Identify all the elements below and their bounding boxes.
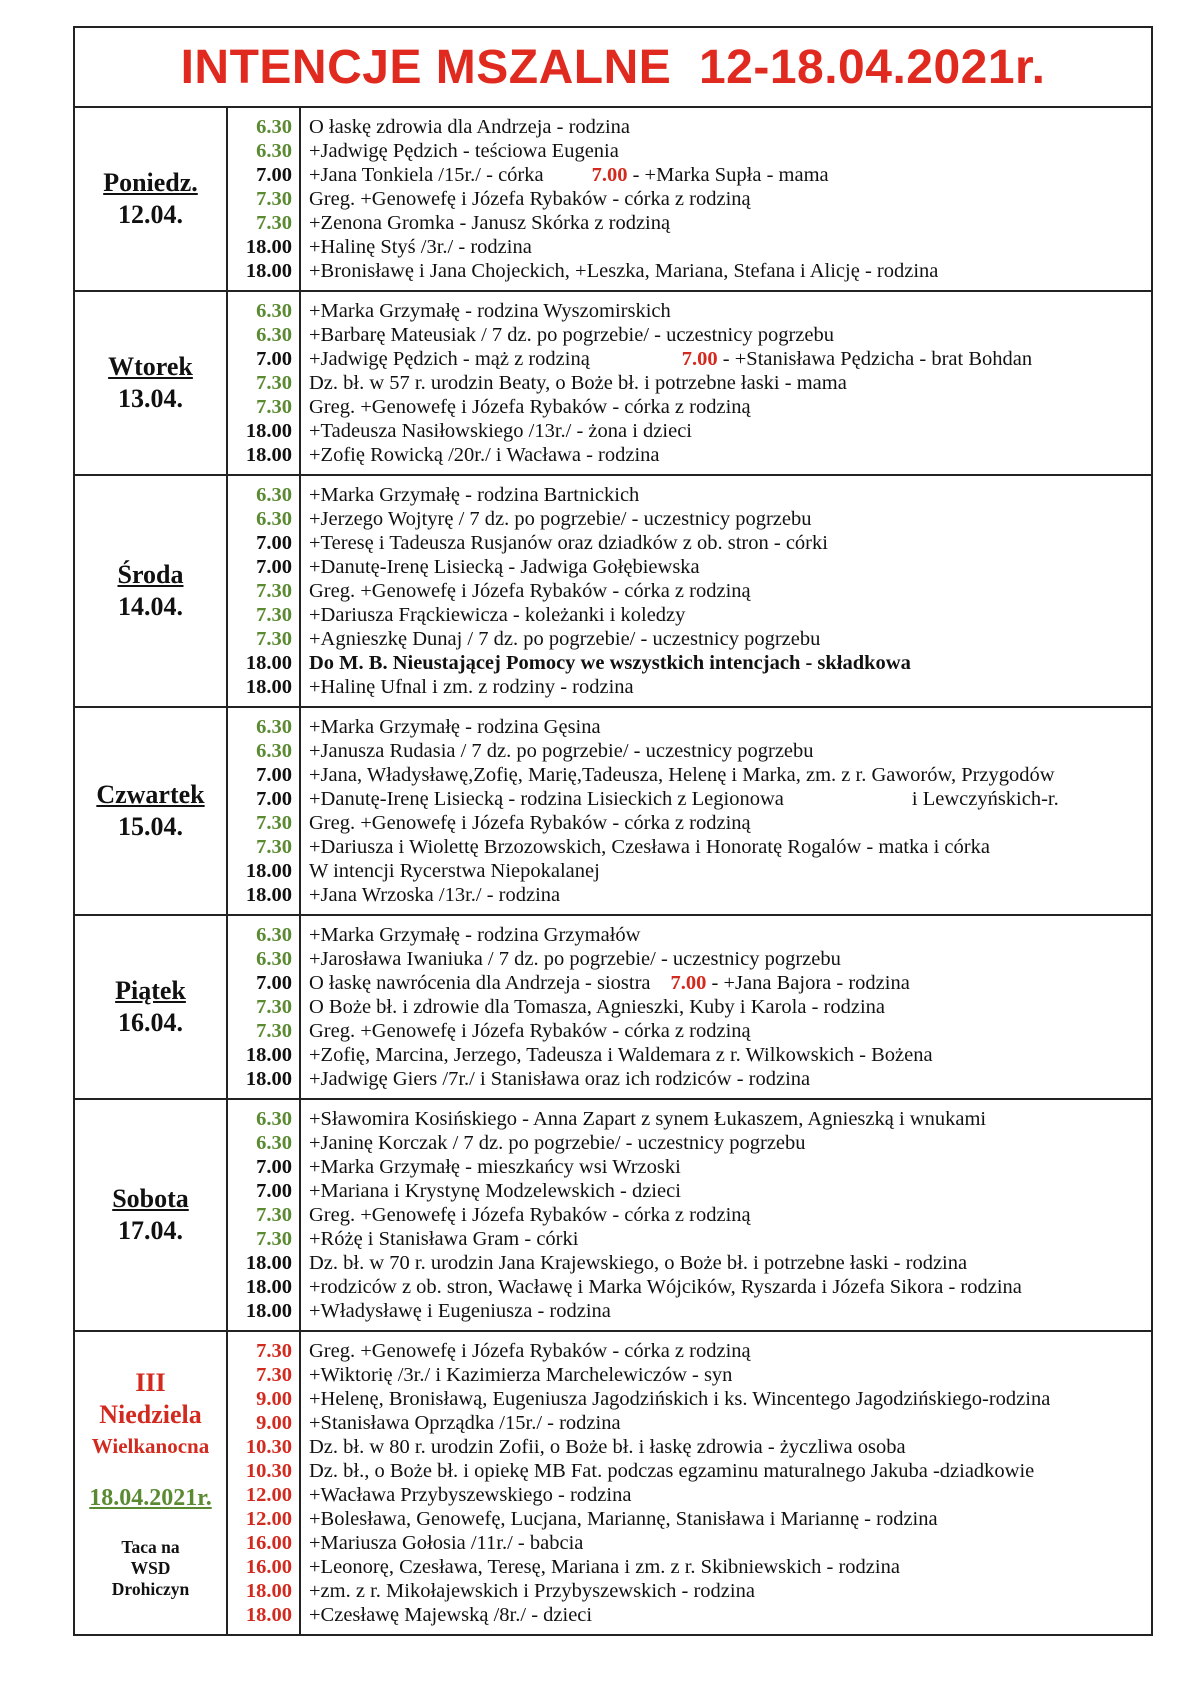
intention-text: Greg. +Genowefę i Józefa Rybaków - córka z rodziną (309, 812, 751, 834)
mass-time: 9.00 (256, 1412, 292, 1434)
day-row (74, 291, 1152, 475)
sunday-cell (74, 1331, 227, 1635)
mass-time: 7.30 (256, 1020, 292, 1042)
mass-time: 18.00 (245, 1252, 292, 1274)
mass-time: 7.30 (256, 996, 292, 1018)
extra-mass-time: 7.00 (670, 972, 707, 994)
intention-text: Dz. bł. w 70 r. urodzin Jana Krajewskiego, o Boże bł. i potrzebne łaski - rodzina (309, 1252, 968, 1274)
intentions-column (300, 291, 1152, 475)
day-cell (74, 1099, 227, 1331)
intention-text: +Bolesława, Genowefę, Lucjana, Mariannę, Stanisława i Mariannę - rodzina (309, 1508, 938, 1530)
intention-tail-text: i Lewczyńskich-r. (911, 788, 1059, 810)
mass-time: 7.00 (256, 164, 292, 186)
intention-text: +Agnieszkę Dunaj / 7 dz. po pogrzebie/ - uczestnicy pogrzebu (309, 628, 821, 650)
intention-line (309, 395, 1151, 419)
intention-text: +Wacława Przybyszewskiego - rodzina (309, 1484, 632, 1506)
intention-line (309, 483, 1151, 507)
mass-time: 10.30 (245, 1460, 292, 1482)
day-row (74, 1099, 1152, 1331)
intention-text: +Jadwigę Giers /7r./ i Stanisława oraz ich rodziców - rodzina (309, 1068, 811, 1090)
collection-note (75, 1537, 226, 1600)
times-column (227, 707, 300, 915)
intention-line (309, 187, 1151, 211)
day-row (74, 915, 1152, 1099)
mass-time: 7.30 (256, 580, 292, 602)
mass-time: 18.00 (245, 1580, 292, 1602)
sunday-name: Niedziela (99, 1399, 202, 1429)
intention-text: O Boże bł. i zdrowie dla Tomasza, Agnieszki, Kuby i Karola - rodzina (309, 996, 886, 1018)
intention-text: +Stanisława Oprządka /15r./ - rodzina (309, 1412, 621, 1434)
intention-text: Do M. B. Nieustającej Pomocy we wszystkich intencjach - składkowa (309, 652, 911, 674)
intention-line (309, 715, 1151, 739)
intention-text: +Jerzego Wojtyrę / 7 dz. po pogrzebie/ - uczestnicy pogrzebu (309, 508, 812, 530)
intention-text: +Marka Grzymałę - mieszkańcy wsi Wrzoski (309, 1156, 681, 1178)
intention-line (309, 1459, 1151, 1483)
mass-time: 18.00 (245, 884, 292, 906)
mass-time: 7.30 (256, 1340, 292, 1362)
day-name: Piątek (115, 976, 186, 1005)
intention-text: Dz. bł., o Boże bł. i opiekę MB Fat. podczas egzaminu maturalnego Jakuba -dziadkowie (309, 1460, 1035, 1482)
extra-intention-text: - +Jana Bajora - rodzina (706, 972, 910, 994)
mass-time: 12.00 (245, 1484, 292, 1506)
times-column (227, 291, 300, 475)
intention-line (309, 787, 1151, 811)
intentions-column (300, 475, 1152, 707)
intention-text: +Marka Grzymałę - rodzina Grzymałów (309, 924, 641, 946)
intention-text: +Tadeusza Nasiłowskiego /13r./ - żona i dzieci (309, 420, 692, 442)
mass-time: 7.30 (256, 1364, 292, 1386)
day-date: 13.04. (118, 384, 183, 413)
intention-text: +Wiktorię /3r./ i Kazimierza Marchelewiczów - syn (309, 1364, 733, 1386)
intention-line (309, 1107, 1151, 1131)
intention-line (309, 323, 1151, 347)
extra-intention-text: - +Stanisława Pędzicha - brat Bohdan (717, 348, 1033, 370)
intention-line (309, 1067, 1151, 1091)
sunday-date: 18.04.2021r. (89, 1484, 212, 1511)
day-date: 16.04. (118, 1008, 183, 1037)
mass-time: 7.30 (256, 604, 292, 626)
mass-time: 7.30 (256, 188, 292, 210)
intention-text: +Zofię Rowicką /20r./ i Wacława - rodzina (309, 444, 660, 466)
intention-text: +Halinę Styś /3r./ - rodzina (309, 236, 532, 258)
intention-line (309, 115, 1151, 139)
day-date: 17.04. (118, 1216, 183, 1245)
mass-time: 6.30 (256, 324, 292, 346)
mass-time: 7.00 (256, 532, 292, 554)
intention-line (309, 507, 1151, 531)
day-row (74, 475, 1152, 707)
intention-line (309, 859, 1151, 883)
intention-line (309, 1507, 1151, 1531)
collection-note-line: Drohiczyn (111, 1578, 190, 1599)
intention-line (309, 1339, 1151, 1363)
intention-text: +Marka Grzymałę - rodzina Bartnickich (309, 484, 640, 506)
intention-text: +Marka Grzymałę - rodzina Wyszomirskich (309, 300, 671, 322)
intention-line (309, 1043, 1151, 1067)
intention-text: +Jarosława Iwaniuka / 7 dz. po pogrzebie/ - uczestnicy pogrzebu (309, 948, 841, 970)
intention-line (309, 1227, 1151, 1251)
mass-time: 6.30 (256, 1132, 292, 1154)
mass-time: 18.00 (245, 1604, 292, 1626)
intention-text: Greg. +Genowefę i Józefa Rybaków - córka z rodziną (309, 1340, 751, 1362)
mass-time: 18.00 (245, 652, 292, 674)
intention-line (309, 1019, 1151, 1043)
day-name: Sobota (112, 1184, 189, 1213)
mass-time: 18.00 (245, 676, 292, 698)
intention-text: +zm. z r. Mikołajewskich i Przybyszewskich - rodzina (309, 1580, 755, 1602)
mass-time: 7.30 (256, 396, 292, 418)
mass-time: 6.30 (256, 508, 292, 530)
intention-text: +Marka Grzymałę - rodzina Gęsina (309, 716, 601, 738)
day-cell (74, 915, 227, 1099)
intention-line (309, 1299, 1151, 1323)
intention-line (309, 923, 1151, 947)
intention-text: Greg. +Genowefę i Józefa Rybaków - córka z rodziną (309, 580, 751, 602)
intention-line (309, 675, 1151, 699)
mass-time: 6.30 (256, 1108, 292, 1130)
intention-line (309, 1155, 1151, 1179)
intention-text: Greg. +Genowefę i Józefa Rybaków - córka z rodziną (309, 188, 751, 210)
day-date: 15.04. (118, 812, 183, 841)
mass-time: 6.30 (256, 740, 292, 762)
intention-line (309, 555, 1151, 579)
mass-time: 18.00 (245, 860, 292, 882)
intention-line (309, 259, 1151, 283)
mass-time: 16.00 (245, 1532, 292, 1554)
mass-time: 7.30 (256, 372, 292, 394)
intention-line (309, 1387, 1151, 1411)
mass-time: 7.00 (256, 348, 292, 370)
day-cell (74, 107, 227, 291)
intentions-column (300, 107, 1152, 291)
mass-time: 18.00 (245, 420, 292, 442)
mass-time: 6.30 (256, 716, 292, 738)
mass-time: 7.30 (256, 812, 292, 834)
mass-time: 7.30 (256, 1204, 292, 1226)
times-column (227, 915, 300, 1099)
intention-line (309, 883, 1151, 907)
intention-line (309, 1179, 1151, 1203)
intention-line (309, 419, 1151, 443)
intention-line (309, 443, 1151, 467)
day-row (74, 707, 1152, 915)
intention-text: +Jadwigę Pędzich - teściowa Eugenia (309, 140, 619, 162)
mass-time: 10.30 (245, 1436, 292, 1458)
mass-time: 7.30 (256, 628, 292, 650)
intention-text: +Jana Wrzoska /13r./ - rodzina (309, 884, 561, 906)
intention-line (309, 1555, 1151, 1579)
mass-time: 7.30 (256, 212, 292, 234)
intention-line (309, 739, 1151, 763)
day-name: Czwartek (96, 780, 205, 809)
mass-time: 7.30 (256, 1228, 292, 1250)
intention-text: +Czesławę Majewską /8r./ - dzieci (309, 1604, 593, 1626)
times-column (227, 1331, 300, 1635)
times-column (227, 107, 300, 291)
day-cell (74, 475, 227, 707)
intention-text: +Różę i Stanisława Gram - córki (309, 1228, 579, 1250)
day-date: 14.04. (118, 592, 183, 621)
intention-line (309, 371, 1151, 395)
intentions-sheet (73, 26, 1153, 1636)
intention-line (309, 763, 1151, 787)
mass-time: 6.30 (256, 924, 292, 946)
intention-text: +Danutę-Irenę Lisiecką - rodzina Lisieckich z Legionowa (309, 788, 784, 810)
mass-time: 6.30 (256, 484, 292, 506)
intention-text: +Jana, Władysławę,Zofię, Marię,Tadeusza, Helenę i Marka, zm. z r. Gaworów, Przygodów (309, 764, 1055, 786)
intention-text: +Janinę Korczak / 7 dz. po pogrzebie/ - uczestnicy pogrzebu (309, 1132, 806, 1154)
intention-text: +Jana Tonkiela /15r./ - córka (309, 164, 544, 186)
collection-note-line: Taca na (121, 1536, 180, 1557)
sunday-roman: III (135, 1367, 166, 1397)
intentions-column (300, 1331, 1152, 1635)
intention-text: +rodziców z ob. stron, Wacławę i Marka Wójcików, Ryszarda i Józefa Sikora - rodzina (309, 1276, 1022, 1298)
intention-line (309, 835, 1151, 859)
mass-time: 7.00 (256, 764, 292, 786)
intention-text: W intencji Rycerstwa Niepokalanej (309, 860, 600, 882)
intentions-column (300, 915, 1152, 1099)
mass-time: 7.00 (256, 556, 292, 578)
page-title: INTENCJE MSZALNE 12-18.04.2021r. (180, 40, 1046, 94)
intention-text: +Jadwigę Pędzich - mąż z rodziną (309, 348, 590, 370)
intention-line (309, 1603, 1151, 1627)
mass-time: 6.30 (256, 300, 292, 322)
intention-text: O łaskę nawrócenia dla Andrzeja - siostra (309, 972, 651, 994)
intention-text: +Danutę-Irenę Lisiecką - Jadwiga Gołębiewska (309, 556, 700, 578)
intention-line (309, 235, 1151, 259)
intention-line (309, 211, 1151, 235)
title-box (73, 26, 1153, 108)
day-name: Poniedz. (103, 168, 198, 197)
mass-time: 12.00 (245, 1508, 292, 1530)
intentions-table-body (74, 107, 1152, 1635)
intention-text: +Bronisławę i Jana Chojeckich, +Leszka, Mariana, Stefana i Alicję - rodzina (309, 260, 939, 282)
sunday-subtitle: Wielkanocna (91, 1433, 210, 1458)
mass-time: 9.00 (256, 1388, 292, 1410)
intention-line (309, 299, 1151, 323)
intention-text: O łaskę zdrowia dla Andrzeja - rodzina (309, 116, 631, 138)
intention-text: Greg. +Genowefę i Józefa Rybaków - córka z rodziną (309, 1204, 751, 1226)
intention-text: Greg. +Genowefę i Józefa Rybaków - córka z rodziną (309, 1020, 751, 1042)
intention-line (309, 1275, 1151, 1299)
intention-text: +Janusza Rudasia / 7 dz. po pogrzebie/ - uczestnicy pogrzebu (309, 740, 814, 762)
collection-note-line: WSD (130, 1557, 171, 1578)
intention-text: +Zenona Gromka - Janusz Skórka z rodziną (309, 212, 671, 234)
mass-time: 18.00 (245, 1068, 292, 1090)
intention-line (309, 1435, 1151, 1459)
intention-line (309, 651, 1151, 675)
intention-line (309, 995, 1151, 1019)
times-column (227, 475, 300, 707)
extra-mass-time: 7.00 (681, 348, 718, 370)
intention-text: +Dariusza i Wiolettę Brzozowskich, Czesława i Honoratę Rogalów - matka i córka (309, 836, 990, 858)
intention-line (309, 1203, 1151, 1227)
extra-mass-time: 7.00 (591, 164, 628, 186)
day-cell (74, 707, 227, 915)
intention-text: Dz. bł. w 57 r. urodzin Beaty, o Boże bł. i potrzebne łaski - mama (309, 372, 847, 394)
intention-text: Greg. +Genowefę i Józefa Rybaków - córka z rodziną (309, 396, 751, 418)
intention-line (309, 1531, 1151, 1555)
intention-text: +Mariusza Gołosia /11r./ - babcia (309, 1532, 584, 1554)
mass-time: 6.30 (256, 948, 292, 970)
intentions-column (300, 707, 1152, 915)
mass-time: 18.00 (245, 260, 292, 282)
intention-text: Dz. bł. w 80 r. urodzin Zofii, o Boże bł. i łaskę zdrowia - życzliwa osoba (309, 1436, 906, 1458)
mass-time: 18.00 (245, 236, 292, 258)
intentions-table (73, 106, 1153, 1636)
intention-line (309, 347, 1151, 371)
intention-text: +Teresę i Tadeusza Rusjanów oraz dziadków z ob. stron - córki (309, 532, 828, 554)
intention-text: +Mariana i Krystynę Modzelewskich - dzieci (309, 1180, 681, 1202)
intention-text: +Leonorę, Czesława, Teresę, Mariana i zm. z r. Skibniewskich - rodzina (309, 1556, 900, 1578)
mass-time: 18.00 (245, 1276, 292, 1298)
times-column (227, 1099, 300, 1331)
intention-text: +Helenę, Bronisławą, Eugeniusza Jagodzińskich i ks. Wincentego Jagodzińskiego-rodzina (309, 1388, 1051, 1410)
mass-time: 7.00 (256, 788, 292, 810)
day-name: Wtorek (108, 352, 193, 381)
intention-line (309, 947, 1151, 971)
mass-time: 18.00 (245, 444, 292, 466)
day-cell (74, 291, 227, 475)
intention-text: +Dariusza Frąckiewicza - koleżanki i koledzy (309, 604, 686, 626)
mass-time: 7.00 (256, 1156, 292, 1178)
mass-time: 18.00 (245, 1044, 292, 1066)
intention-line (309, 1131, 1151, 1155)
extra-intention-text: - +Marka Supła - mama (627, 164, 829, 186)
intention-text: +Barbarę Mateusiak / 7 dz. po pogrzebie/ - uczestnicy pogrzebu (309, 324, 835, 346)
intention-line (309, 811, 1151, 835)
intention-text: +Sławomira Kosińskiego - Anna Zapart z synem Łukaszem, Agnieszką i wnukami (309, 1108, 987, 1130)
intention-line (309, 1579, 1151, 1603)
mass-time: 6.30 (256, 116, 292, 138)
intentions-column (300, 1099, 1152, 1331)
intention-line (309, 1363, 1151, 1387)
intention-line (309, 627, 1151, 651)
day-row (74, 107, 1152, 291)
intention-line (309, 163, 1151, 187)
intention-line (309, 139, 1151, 163)
intention-text: +Władysławę i Eugeniusza - rodzina (309, 1300, 611, 1322)
intention-line (309, 1483, 1151, 1507)
sunday-row (74, 1331, 1152, 1635)
day-date: 12.04. (118, 200, 183, 229)
intention-line (309, 1411, 1151, 1435)
intention-text: +Halinę Ufnal i zm. z rodziny - rodzina (309, 676, 634, 698)
mass-time: 7.00 (256, 972, 292, 994)
intention-line (309, 579, 1151, 603)
mass-time: 7.30 (256, 836, 292, 858)
mass-time: 7.00 (256, 1180, 292, 1202)
mass-time: 16.00 (245, 1556, 292, 1578)
intention-line (309, 603, 1151, 627)
day-name: Środa (117, 560, 184, 589)
intention-line (309, 531, 1151, 555)
mass-time: 18.00 (245, 1300, 292, 1322)
intention-text: +Zofię, Marcina, Jerzego, Tadeusza i Waldemara z r. Wilkowskich - Bożena (309, 1044, 933, 1066)
intention-line (309, 971, 1151, 995)
mass-time: 6.30 (256, 140, 292, 162)
intention-line (309, 1251, 1151, 1275)
